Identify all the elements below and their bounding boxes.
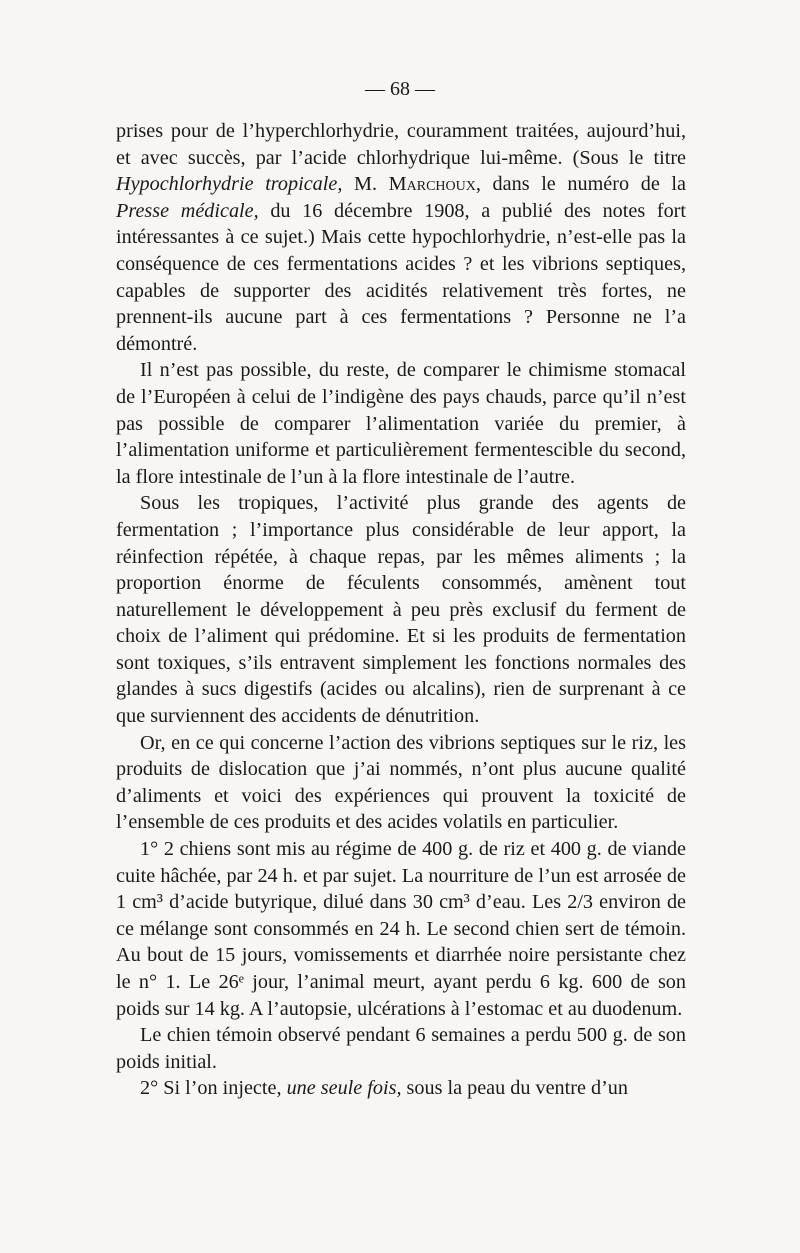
body-text — [116, 118, 686, 1102]
text-segment: Le chien témoin observé pendant 6 semaines a perdu 500 g. de son poids initial. — [116, 1024, 686, 1073]
text-segment: Hypochlorhydrie tropicale, — [116, 173, 343, 196]
paragraph-p4 — [116, 730, 686, 836]
text-segment: 1° 2 chiens sont mis au régime de 400 g. de riz et 400 g. de viande cuite hâchée, par 24 h. et par sujet. La nourriture de l’un est arrosée de 1 cm³ d’acide butyrique, dilué dans 30 cm³ d’eau. Les 2/3 environ de ce mélange sont consommés en 24 h. Le second chien sert de témoin. Au bout de 15 jours, vomissements et diarrhée noire persistante chez le n° 1. Le 26ᵉ jour, l’animal meurt, ayant perdu 6 kg. 600 de son poids sur 14 kg. A l’autopsie, ulcérations à l’estomac et au duodenum. — [116, 838, 686, 1020]
text-segment: sous la peau du ventre d’un — [401, 1077, 628, 1100]
text-segment: 2° Si l’on injecte, — [140, 1077, 287, 1100]
text-segment: M. — [342, 173, 389, 196]
text-segment: Sous les tropiques, l’activité plus grande des agents de fermentation ; l’importance plus considérable de leur apport, la réinfection répétée, à chaque repas, par les mêmes aliments ; la proportion énorme de féculents consommés, amènent tout naturellement le développement à peu près exclusif du ferment de choix de l’aliment qui prédomine. Et si les produits de fermentation sont toxiques, s’ils entravent simplement les fonctions normales des glandes à sucs digestifs (acides ou alcalins), rien de surprenant à ce que surviennent des accidents de dénutrition. — [116, 492, 686, 728]
text-segment: Presse médicale, — [116, 199, 259, 222]
text-segment: Marchoux — [388, 173, 476, 196]
page-number: — 68 — — [365, 78, 435, 100]
paragraph-p5 — [116, 836, 686, 1022]
text-segment: prises pour de l’hyperchlorhydrie, couramment traitées, aujourd’hui, et avec succès, par l’acide chlorhydrique lui-même. (Sous le titre — [116, 120, 686, 169]
paragraph-p7 — [116, 1075, 686, 1102]
paragraph-p6 — [116, 1022, 686, 1075]
paragraph-p2 — [116, 357, 686, 490]
text-segment: , dans le numéro de la — [475, 173, 686, 196]
text-segment: Il n’est pas possible, du reste, de comparer le chimisme stomacal de l’Européen à celui de l’indigène des pays chauds, parce qu’il n’est pas possible de comparer l’alimentation variée du premier, à l’alimentation uniforme et particulièrement fermentescible du second, la flore intestinale de l’un à la flore intestinale de l’autre. — [116, 359, 686, 488]
text-segment: Or, en ce qui concerne l’action des vibrions septiques sur le riz, les produits de dislocation que j’ai nommés, n’ont plus aucune qualité d’aliments et voici des expériences qui prouvent la toxicité de l’ensemble de ces produits et des acides volatils en particulier. — [116, 731, 686, 834]
text-segment: du 16 décembre 1908, a publié des notes fort intéressantes à ce sujet.) Mais cette hypochlorhydrie, n’est-elle pas la conséquence de ces fermentations acides ? et les vibrions septiques, capables de supporter des acidités relativement très fortes, ne prennent-ils aucune part à ces fermentations ? Personne ne l’a démontré. — [116, 199, 687, 355]
paragraph-p3 — [116, 490, 686, 729]
paragraph-p1 — [116, 118, 686, 357]
text-segment: une seule fois, — [286, 1077, 402, 1100]
